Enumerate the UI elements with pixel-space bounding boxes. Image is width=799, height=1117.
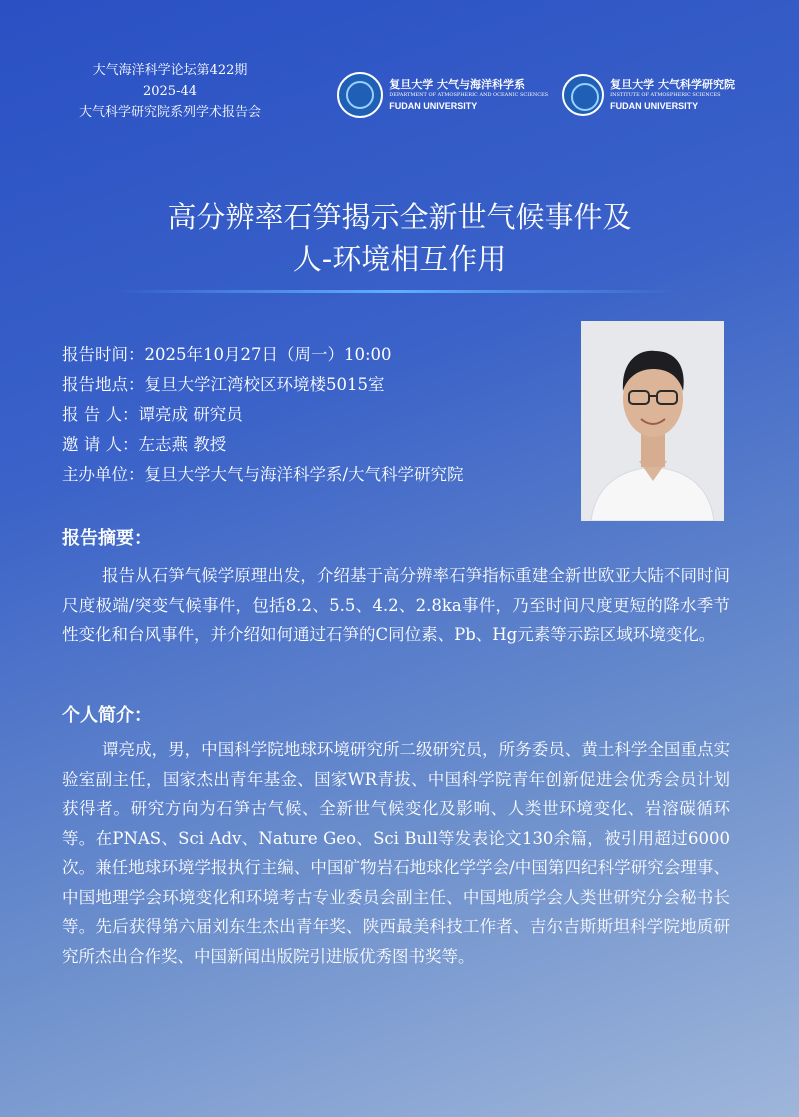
info-host: 主办单位：复旦大学大气与海洋科学系/大气科学研究院	[62, 465, 464, 484]
logo-institute	[562, 74, 735, 116]
forum-header	[0, 60, 340, 123]
info-inviter: 邀 请 人：左志燕 教授	[62, 435, 227, 454]
info-place: 报告地点：复旦大学江湾校区环境楼5015室	[62, 375, 385, 394]
talk-info	[62, 340, 464, 490]
info-time: 报告时间：2025年10月27日（周一）10:00	[62, 345, 392, 364]
abstract-text: 报告从石笋气候学原理出发，介绍基于高分辨率石笋指标重建全新世欧亚大陆不同时间尺度极端/突变气候事件，包括8.2、5.5、4.2、2.8ka事件，乃至时间尺度更短的降水季节性变化和台风事件，并介绍如何通过石笋的C同位素、Pb、Hg元素等示踪区域环境变化。	[62, 566, 730, 644]
logo-dept-cn: 复旦大学 大气与海洋科学系	[389, 77, 526, 91]
title-divider	[115, 290, 677, 293]
speaker-photo	[581, 321, 724, 521]
info-speaker: 报 告 人：谭亮成 研究员	[62, 405, 243, 424]
logo-dept	[337, 72, 548, 118]
logo-inst-en: FUDAN UNIVERSITY	[610, 100, 699, 111]
series-name: 大气科学研究院系列学术报告会	[78, 105, 261, 120]
logo-dept-en-sub: DEPARTMENT OF ATMOSPHERIC AND OCEANIC SCIENCES	[389, 91, 549, 98]
forum-line: 大气海洋科学论坛第422期	[92, 63, 248, 78]
logos	[337, 72, 735, 118]
issue-number: 2025-44	[142, 84, 198, 99]
title-line-1: 高分辨率石笋揭示全新世气候事件及	[167, 200, 632, 234]
bio-text: 谭亮成，男，中国科学院地球环境研究所二级研究员，所务委员、黄土科学全国重点实验室副主任，国家杰出青年基金、国家WR青拔、中国科学院青年创新促进会优秀会员计划获得者。研究方向为石笋古气候、全新世气候变化及影响、人类世环境变化、岩溶碳循环等。在PNAS、Sci Adv、Nature Geo、Sci Bull等发表论文130余篇，被引用超过6000次。兼任地球环境学报执行主编、中国矿物岩石地球化学学会/中国第四纪科学研究会理事、中国地理学会环境变化和环境考古专业委员会副主任、中国地质学会人类世研究分会秘书长等。先后获得第六届刘东生杰出青年奖、陕西最美科技工作者、吉尔吉斯斯坦科学院地质研究所杰出合作奖、中国新闻出版院引进版优秀图书奖等。	[62, 740, 730, 966]
logo-inst-cn: 复旦大学 大气科学研究院	[610, 77, 735, 91]
abstract-heading: 报告摘要：	[62, 528, 152, 549]
fudan-seal-icon	[337, 72, 383, 118]
portrait-icon	[581, 321, 724, 521]
fudan-seal-icon	[562, 74, 604, 116]
title-line-2: 人-环境相互作用	[292, 242, 507, 276]
logo-dept-en: FUDAN UNIVERSITY	[389, 100, 478, 111]
bio-heading: 个人简介：	[62, 705, 152, 726]
page-title	[0, 196, 799, 280]
logo-inst-en-sub: INSTITUTE OF ATMOSPHERIC SCIENCES	[610, 91, 721, 98]
